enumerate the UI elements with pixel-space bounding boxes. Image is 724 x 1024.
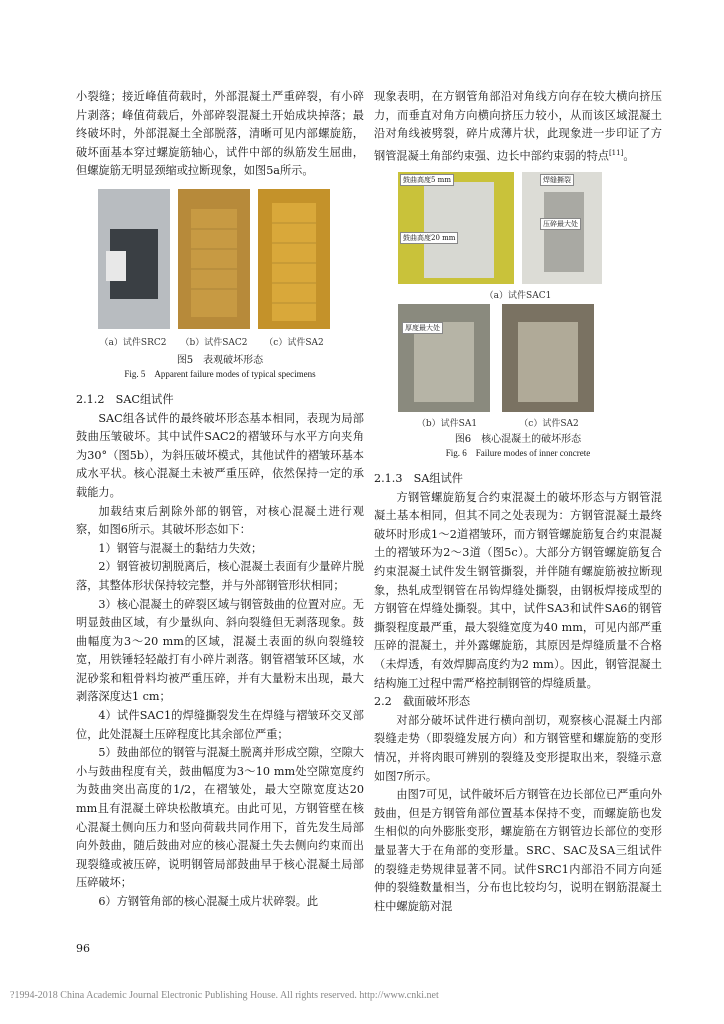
figure-5b-label: （b）试件SAC2 <box>180 337 248 348</box>
list-item: 1）钢管与混凝土的黏结力失效； <box>98 541 263 555</box>
paragraph: 方钢管螺旋筋复合约束混凝土的破坏形态与方钢管混凝土基本相同，但其不同之处表现为：方钢管混凝土最终破坏时形成1～2道褶皱环，而方钢管螺旋筋复合约束混凝土的褶皱环为2～3道（图5c）。大部分方钢管螺旋筋复合约束混凝土试件发生钢管撕裂，并伴随有螺旋筋被拉断现象，热轧成型钢管在吊钩焊缝处撕裂，由钢板焊接成型的方钢管在焊缝处撕裂。其中，试件SA3和试件SA6的钢管撕裂程度最严重，最大裂缝宽度为40 mm，可见内部严重压碎的混凝土，并外露螺旋筋，其原因是焊缝质量不合格（未焊透，有效焊脚高度约为2 mm）。因此，钢管混凝土结构施工过程中需严格控制钢管的焊缝质量。 <box>374 490 662 690</box>
paragraph-text: 现象表明，在方钢管角部沿对角线方向存在较大横向挤压力，而垂直对角方向横向挤压力较小，从而该区域混凝土沿对角线被劈裂，碎片成薄片状，此现象进一步印证了方钢管混凝土角部约束强、边长中部约束弱的特点 <box>374 90 662 163</box>
section-heading: 2.1.2 SAC组试件 <box>76 392 174 406</box>
figure-6-caption-en: Fig. 6 Failure modes of inner concrete <box>445 448 591 459</box>
figure-5-caption: 图5 表观破坏形态 <box>176 354 264 366</box>
annotation-label: 压碎最大处 <box>540 218 581 230</box>
paragraph: 由图7可见，试件破坏后方钢管在边长部位已严重向外鼓曲，但是方钢管角部位置基本保持不变，而螺旋筋也发生相似的向外膨胀变形，螺旋筋在方钢管边长部位的变形量显著大于在角部的变形量。SRC、SAC及SA三组试件的裂缝走势规律显著不同。试件SRC1内部沿不同方向延伸的裂缝数量相当，分布也比较均匀，说明在钢筋混凝土柱中螺旋筋对混 <box>374 788 662 913</box>
figure-5c-label: （c）试件SA2 <box>264 337 324 348</box>
citation: [11] <box>608 148 624 157</box>
figure-6a-label: （a）试件SAC1 <box>484 291 552 302</box>
figure-6 <box>374 172 662 462</box>
paragraph: 对部分破坏试件进行横向剖切，观察核心混凝土内部裂缝走势（即裂缝发展方向）和方钢管壁和螺旋筋的变形情况，并将肉眼可辨别的裂缝及变形提取出来，裂缝示意如图7所示。 <box>374 713 662 783</box>
figure-5 <box>76 189 364 385</box>
figure-5-caption-en: Fig. 5 Apparent failure modes of typical specimens <box>124 368 316 379</box>
section-heading: 2.2 截面破坏形态 <box>374 695 471 709</box>
paragraph-end: 。 <box>623 149 635 163</box>
figure-6b-label: （b）试件SA1 <box>416 419 478 430</box>
section-heading: 2.1.3 SA组试件 <box>374 472 463 486</box>
annotation-label: 厚度最大处 <box>402 322 443 334</box>
figure-5a-label: （a）试件SRC2 <box>99 337 167 348</box>
annotation-label: 鼓曲高度5 mm <box>400 174 454 186</box>
figure-6-caption: 图6 核心混凝土的破坏形态 <box>454 434 582 446</box>
page-number: 96 <box>76 942 90 955</box>
left-column <box>76 88 364 912</box>
copyright-footer: ?1994-2018 China Academic Journal Electronic Publishing House. All rights reserved. http://www.cnki.net <box>10 990 439 1001</box>
paragraph: SAC组各试件的最终破坏形态基本相同，表现为局部鼓曲压皱破坏。其中试件SAC2的褶皱环与水平方向夹角为30°（图5b），为斜压破坏模式，其他试件的褶皱环基本成水平状。核心混凝土未被严重压碎，依然保持一定的承载能力。 <box>76 411 364 499</box>
list-item: 4）试件SAC1的焊缝撕裂发生在焊缝与褶皱环交叉部位，此处混凝土压碎程度比其余部位严重； <box>76 709 364 741</box>
annotation-label: 鼓曲高度20 mm <box>400 232 458 244</box>
paragraph: 加载结束后割除外部的钢管，对核心混凝土进行观察，如图6所示。其破坏形态如下： <box>76 504 364 537</box>
paragraph: 小裂缝；接近峰值荷载时，外部混凝土严重碎裂，有小碎片剥落；峰值荷载后，外部碎裂混凝土开始成块掉落；最终破坏时，外部混凝土全部脱落，清晰可见内部螺旋筋，破坏面基本穿过螺旋筋轴心，试件中部的纵筋发生屈曲，但螺旋筋无明显颈缩或拉断现象，如图5a所示。 <box>76 90 364 178</box>
list-item: 2）钢管被切割脱离后，核心混凝土表面有少量碎片脱落，其整体形状保持较完整，并与外部钢管形状相同； <box>76 560 364 592</box>
list-item: 3）核心混凝土的碎裂区域与钢管鼓曲的位置对应。无明显鼓曲区域，有少量纵向、斜向裂缝但无剥落现象。鼓曲幅度为3～20 mm的区域，混凝土表面的纵向裂缝较宽，用铁锤轻轻敲打有小碎片剥落。钢管褶皱环区域，水泥砂浆和粗骨料均被严重压碎，并有大量粉末出现，最大剥落深度达1 cm； <box>76 597 364 704</box>
figure-5-photos <box>76 189 364 339</box>
figure-6c-label: （c）试件SA2 <box>519 419 579 430</box>
list-item: 6）方钢管角部的核心混凝土成片状碎裂。此 <box>98 895 319 908</box>
annotation-label: 焊缝撕裂 <box>540 174 574 186</box>
right-column <box>374 88 662 916</box>
list-item: 5）鼓曲部位的钢管与混凝土脱离并形成空隙，空隙大小与鼓曲程度有关，鼓曲幅度为3～10 mm处空隙宽度约为鼓曲突出高度的1/2，在褶皱处，最大空隙宽度达20 mm且有混凝土碎块松散填充。由此可见，方钢管壁在核心混凝土侧向压力和竖向荷载共同作用下，首先发生局部向外鼓曲，随后鼓曲对应的核心混凝土失去侧向约束而出现裂缝或被压碎，说明钢管局部鼓曲早于核心混凝土局部压碎破坏； <box>76 746 364 890</box>
paragraph <box>374 88 662 166</box>
